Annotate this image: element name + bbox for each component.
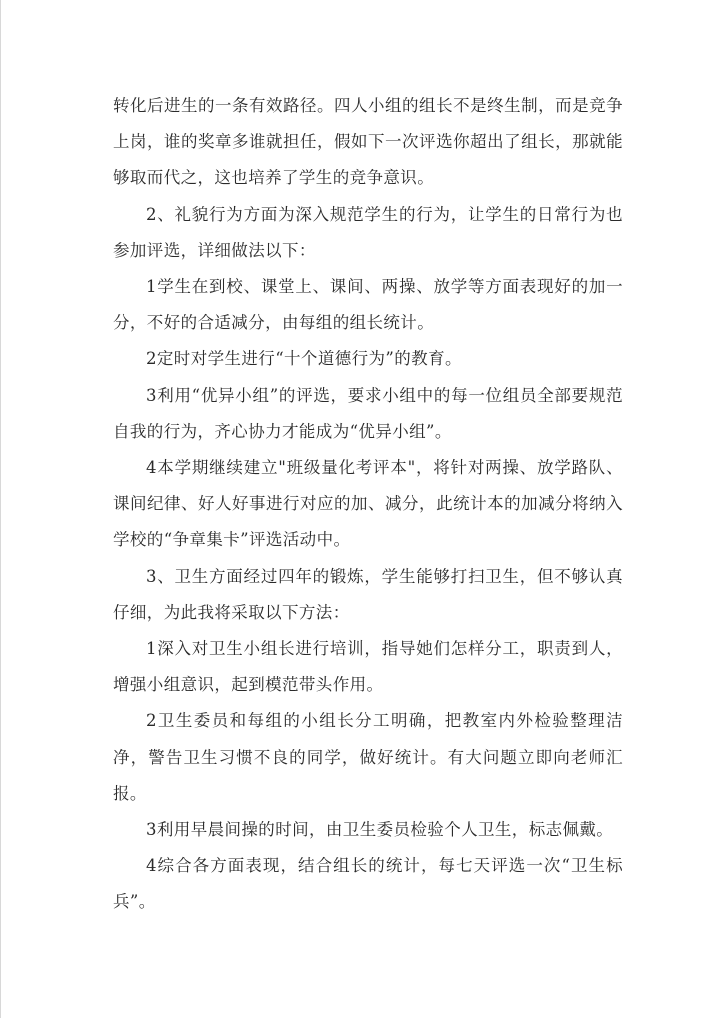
document-body xyxy=(113,88,623,921)
paragraph-continuation: 转化后进生的一条有效路径。四人小组的组长不是终生制，而是竞争上岗，谁的奖章多谁就担任，假如下一次评选你超出了组长，那就能够取而代之，这也培养了学生的竞争意识。 xyxy=(113,96,623,188)
paragraph-manners-intro: 2、礼貌行为方面为深入规范学生的行为，让学生的日常行为也参加评选，详细做法以下： xyxy=(113,204,623,260)
paragraph-manners-item-1: 1学生在到校、课堂上、课间、两操、放学等方面表现好的加一分，不好的合适减分，由每组的组长统计。 xyxy=(113,277,623,333)
paragraph-hygiene-item-4: 4综合各方面表现，结合组长的统计，每七天评选一次“卫生标兵”。 xyxy=(113,856,623,912)
paragraph-manners-item-4: 4本学期继续建立"班级量化考评本"，将针对两操、放学路队、课间纪律、好人好事进行对应的加、减分，此统计本的加减分将纳入学校的“争章集卡”评选活动中。 xyxy=(113,458,623,550)
paragraph-hygiene-item-2: 2卫生委员和每组的小组长分工明确，把教室内外检验整理洁净，警告卫生习惯不良的同学，做好统计。有大问题立即向老师汇报。 xyxy=(113,711,623,803)
paragraph-hygiene-intro: 3、卫生方面经过四年的锻炼，学生能够打扫卫生，但不够认真仔细，为此我将采取以下方法： xyxy=(113,566,623,622)
paragraph-hygiene-item-1: 1深入对卫生小组长进行培训，指导她们怎样分工，职责到人，增强小组意识，起到模范带头作用。 xyxy=(113,639,623,695)
paragraph-manners-item-3: 3利用“优异小组”的评选，要求小组中的每一位组员全部要规范自我的行为，齐心协力才能成为“优异小组”。 xyxy=(113,385,623,441)
paragraph-manners-item-2: 2定时对学生进行“十个道德行为”的教育。 xyxy=(146,349,462,369)
paragraph-hygiene-item-3: 3利用早晨间操的时间，由卫生委员检验个人卫生，标志佩戴。 xyxy=(146,820,614,840)
